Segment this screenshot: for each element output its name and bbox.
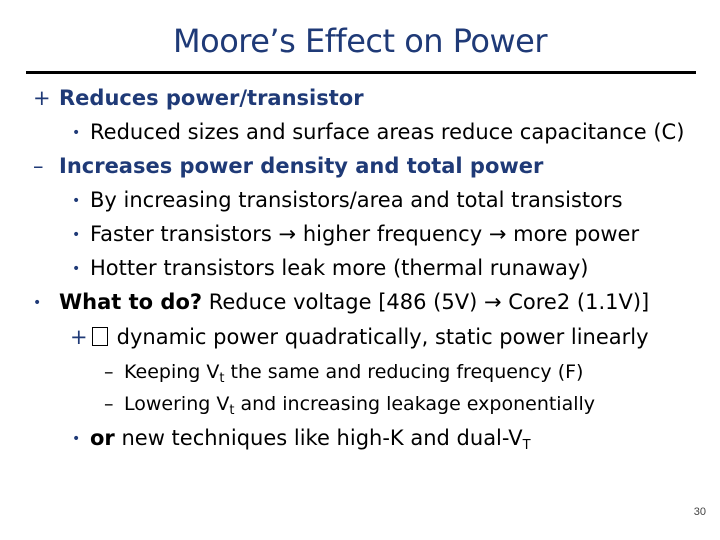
arrow-icon: →	[488, 222, 507, 246]
subsub-lowering-vt	[104, 392, 595, 416]
bullet-text: By increasing transistors/area and total transistors	[90, 188, 623, 212]
bullet-text: Lowering V	[124, 393, 230, 415]
bullet-text: Reduces power/transistor	[59, 86, 364, 110]
arrow-icon: →	[483, 290, 502, 314]
bullet-text: more power	[506, 222, 640, 246]
bullet-dot: •	[72, 193, 81, 209]
bullet-bold-text: or	[90, 426, 115, 450]
bullet-what-to-do	[33, 290, 649, 315]
bullet-dot: •	[33, 295, 42, 311]
bullet-dot: •	[72, 125, 81, 141]
subscript: t	[229, 403, 235, 418]
bullet-text: Core2 (1.1V)]	[501, 290, 650, 314]
subscript: T	[522, 438, 531, 453]
bullet-text: higher frequency	[296, 222, 489, 246]
arrow-icon: →	[278, 222, 297, 246]
slide-title: Moore’s Effect on Power	[173, 22, 547, 60]
dash-marker: –	[104, 393, 114, 415]
subsub-keeping-vt	[104, 360, 583, 384]
bullet-increases-power	[33, 154, 543, 178]
bullet-reduces-power	[33, 86, 364, 110]
bullet-text: new techniques like high-K and dual-V	[114, 426, 523, 450]
subbullet-faster-transistors	[72, 222, 639, 247]
bullet-text: Hotter transistors leak more (thermal runaway)	[90, 256, 589, 280]
subbullet-reduced-sizes	[72, 120, 684, 145]
subbullet-new-techniques	[72, 426, 531, 451]
page-number: 30	[693, 506, 706, 518]
subbullet-dynamic-power	[70, 325, 649, 349]
bullet-text: Keeping V	[124, 361, 220, 383]
bullet-text: Increases power density and total power	[59, 154, 544, 178]
missing-glyph-icon	[92, 327, 108, 346]
subbullet-hotter-transistors	[72, 256, 589, 281]
bullet-text: and increasing leakage exponentially	[234, 393, 596, 415]
bullet-text: Reduced sizes and surface areas reduce capacitance (C)	[90, 120, 685, 144]
bullet-dot: •	[72, 431, 81, 447]
bullet-text: dynamic power quadratically, static power linearly	[110, 325, 649, 349]
bullet-dot: •	[72, 227, 81, 243]
bullet-text: Faster transistors	[90, 222, 279, 246]
bullet-text: the same and reducing frequency (F)	[224, 361, 584, 383]
plus-marker: +	[70, 325, 88, 349]
bullet-bold-text: What to do?	[59, 290, 203, 314]
title-divider	[26, 71, 696, 74]
minus-marker: –	[33, 154, 44, 178]
subbullet-increasing-transistors	[72, 188, 623, 213]
plus-marker: +	[33, 86, 51, 110]
subscript: t	[219, 371, 225, 386]
dash-marker: –	[104, 361, 114, 383]
bullet-dot: •	[72, 261, 81, 277]
bullet-text: Reduce voltage [486 (5V)	[202, 290, 484, 314]
